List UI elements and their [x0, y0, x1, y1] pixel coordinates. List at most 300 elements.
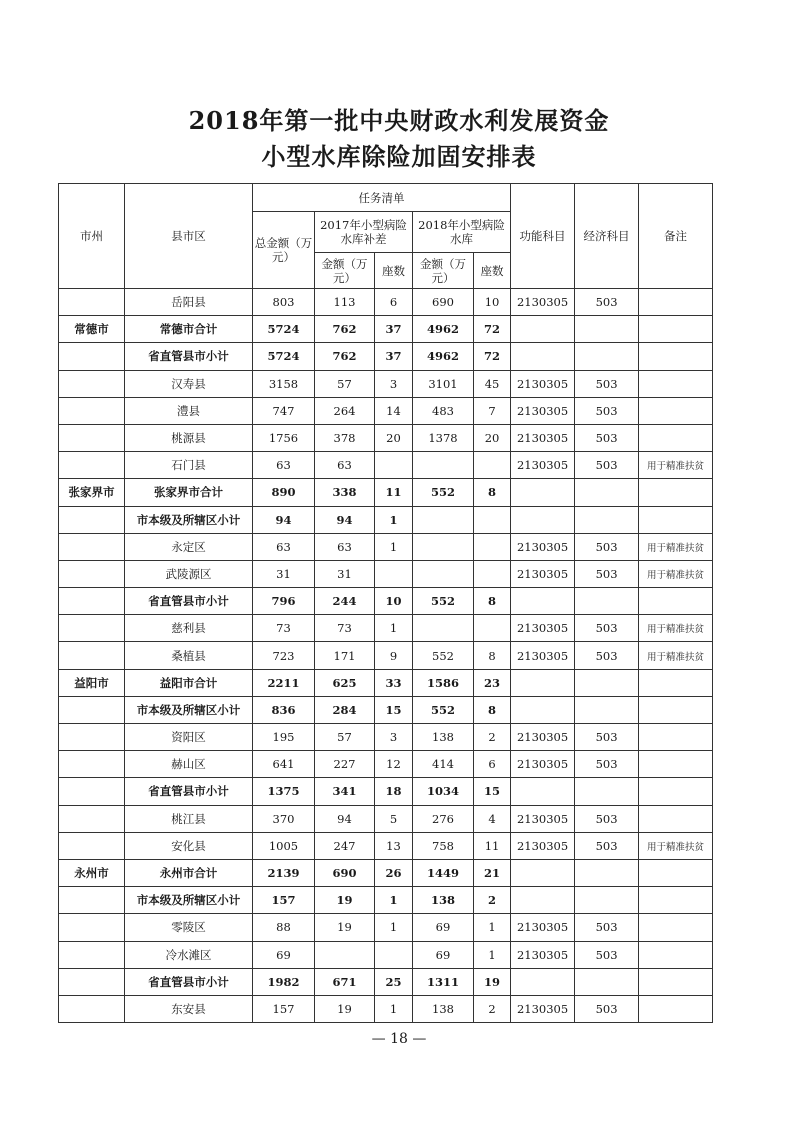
allocation-table	[58, 183, 713, 1023]
cell-func-subject: 2130305	[511, 805, 575, 832]
cell-amount-2018: 1449	[413, 859, 474, 886]
cell-func-subject	[511, 479, 575, 506]
cell-econ-subject: 503	[575, 914, 639, 941]
cell-county: 永定区	[125, 533, 253, 560]
cell-amount-2017: 73	[315, 615, 375, 642]
table-row	[59, 642, 713, 669]
table-row	[59, 995, 713, 1022]
cell-amount-2017: 113	[315, 289, 375, 316]
cell-total: 370	[253, 805, 315, 832]
cell-county: 资阳区	[125, 724, 253, 751]
cell-county: 市本级及所辖区小计	[125, 887, 253, 914]
cell-func-subject	[511, 696, 575, 723]
cell-amount-2017: 19	[315, 995, 375, 1022]
cell-city	[59, 968, 125, 995]
cell-count-2018: 2	[474, 995, 511, 1022]
cell-total: 1756	[253, 424, 315, 451]
cell-count-2018: 21	[474, 859, 511, 886]
cell-county: 武陵源区	[125, 560, 253, 587]
cell-city	[59, 533, 125, 560]
cell-econ-subject: 503	[575, 370, 639, 397]
cell-amount-2017: 31	[315, 560, 375, 587]
cell-county: 永州市合计	[125, 859, 253, 886]
cell-amount-2018	[413, 533, 474, 560]
cell-note	[639, 506, 713, 533]
table-row	[59, 343, 713, 370]
cell-note	[639, 696, 713, 723]
table-row	[59, 914, 713, 941]
cell-count-2017: 1	[375, 506, 413, 533]
cell-note	[639, 914, 713, 941]
cell-econ-subject	[575, 968, 639, 995]
table-row	[59, 669, 713, 696]
cell-amount-2018	[413, 615, 474, 642]
cell-city	[59, 370, 125, 397]
table-row	[59, 887, 713, 914]
cell-func-subject: 2130305	[511, 533, 575, 560]
cell-total: 63	[253, 533, 315, 560]
header-city: 市州	[59, 184, 125, 289]
cell-amount-2018: 69	[413, 941, 474, 968]
cell-econ-subject: 503	[575, 424, 639, 451]
header-amount-2017: 金额（万元）	[315, 253, 375, 289]
cell-amount-2018: 276	[413, 805, 474, 832]
cell-amount-2018: 4962	[413, 343, 474, 370]
cell-amount-2017: 63	[315, 533, 375, 560]
cell-econ-subject	[575, 506, 639, 533]
cell-func-subject	[511, 343, 575, 370]
cell-count-2017: 12	[375, 751, 413, 778]
cell-func-subject: 2130305	[511, 370, 575, 397]
cell-amount-2017: 94	[315, 506, 375, 533]
cell-count-2018: 6	[474, 751, 511, 778]
cell-city	[59, 751, 125, 778]
cell-econ-subject: 503	[575, 560, 639, 587]
header-amount-2018: 金额（万元）	[413, 253, 474, 289]
table-row	[59, 968, 713, 995]
cell-func-subject: 2130305	[511, 642, 575, 669]
cell-amount-2017: 63	[315, 452, 375, 479]
cell-func-subject: 2130305	[511, 724, 575, 751]
cell-city	[59, 642, 125, 669]
cell-city	[59, 560, 125, 587]
cell-total: 5724	[253, 316, 315, 343]
cell-econ-subject: 503	[575, 642, 639, 669]
cell-note	[639, 995, 713, 1022]
cell-econ-subject	[575, 778, 639, 805]
cell-county: 市本级及所辖区小计	[125, 696, 253, 723]
cell-func-subject	[511, 588, 575, 615]
cell-note	[639, 588, 713, 615]
cell-city	[59, 832, 125, 859]
cell-count-2017: 15	[375, 696, 413, 723]
cell-note: 用于精准扶贫	[639, 452, 713, 479]
table-row	[59, 615, 713, 642]
cell-func-subject: 2130305	[511, 832, 575, 859]
header-total-amount: 总金额（万元）	[253, 212, 315, 289]
cell-note	[639, 751, 713, 778]
table-row	[59, 506, 713, 533]
cell-total: 3158	[253, 370, 315, 397]
table-row	[59, 533, 713, 560]
cell-note: 用于精准扶贫	[639, 533, 713, 560]
header-note: 备注	[639, 184, 713, 289]
cell-count-2018	[474, 560, 511, 587]
cell-total: 63	[253, 452, 315, 479]
cell-county: 桃源县	[125, 424, 253, 451]
cell-count-2017: 11	[375, 479, 413, 506]
cell-econ-subject: 503	[575, 832, 639, 859]
cell-econ-subject: 503	[575, 289, 639, 316]
cell-count-2018: 7	[474, 397, 511, 424]
cell-econ-subject	[575, 859, 639, 886]
cell-total: 157	[253, 995, 315, 1022]
cell-count-2018	[474, 615, 511, 642]
cell-total: 796	[253, 588, 315, 615]
cell-county: 东安县	[125, 995, 253, 1022]
cell-total: 195	[253, 724, 315, 751]
cell-amount-2017: 338	[315, 479, 375, 506]
cell-count-2017: 14	[375, 397, 413, 424]
table-row	[59, 805, 713, 832]
cell-note: 用于精准扶贫	[639, 615, 713, 642]
cell-total: 5724	[253, 343, 315, 370]
table-row	[59, 560, 713, 587]
cell-note: 用于精准扶贫	[639, 832, 713, 859]
cell-amount-2018: 552	[413, 696, 474, 723]
cell-count-2017: 1	[375, 615, 413, 642]
table-row	[59, 859, 713, 886]
cell-note	[639, 370, 713, 397]
cell-func-subject	[511, 859, 575, 886]
table-row	[59, 397, 713, 424]
cell-count-2018: 20	[474, 424, 511, 451]
cell-city	[59, 424, 125, 451]
cell-total: 2211	[253, 669, 315, 696]
table-row	[59, 751, 713, 778]
cell-func-subject: 2130305	[511, 995, 575, 1022]
cell-count-2018: 2	[474, 887, 511, 914]
cell-count-2018: 72	[474, 343, 511, 370]
table-body	[59, 289, 713, 1023]
cell-count-2017	[375, 452, 413, 479]
cell-note	[639, 397, 713, 424]
cell-note	[639, 343, 713, 370]
cell-count-2017: 37	[375, 343, 413, 370]
cell-note	[639, 479, 713, 506]
cell-amount-2018: 138	[413, 995, 474, 1022]
cell-func-subject	[511, 669, 575, 696]
cell-total: 2139	[253, 859, 315, 886]
cell-count-2018: 8	[474, 479, 511, 506]
cell-amount-2017: 625	[315, 669, 375, 696]
cell-func-subject: 2130305	[511, 289, 575, 316]
page-title-line2: 小型水库除险加固安排表	[261, 142, 537, 171]
page-number: — 18 —	[371, 1031, 427, 1047]
cell-amount-2018: 552	[413, 479, 474, 506]
cell-county: 省直管县市小计	[125, 968, 253, 995]
cell-amount-2017	[315, 941, 375, 968]
cell-note	[639, 724, 713, 751]
cell-city	[59, 805, 125, 832]
cell-econ-subject	[575, 696, 639, 723]
cell-total: 88	[253, 914, 315, 941]
cell-count-2017: 20	[375, 424, 413, 451]
cell-county: 省直管县市小计	[125, 343, 253, 370]
cell-count-2018: 1	[474, 914, 511, 941]
header-count-2017: 座数	[375, 253, 413, 289]
table-row	[59, 832, 713, 859]
header-func-subject: 功能科目	[511, 184, 575, 289]
cell-count-2017: 1	[375, 995, 413, 1022]
cell-econ-subject	[575, 479, 639, 506]
cell-count-2017: 13	[375, 832, 413, 859]
cell-amount-2018	[413, 452, 474, 479]
header-group-2017: 2017年小型病险水库补差	[315, 212, 413, 253]
cell-count-2017: 9	[375, 642, 413, 669]
cell-count-2018: 15	[474, 778, 511, 805]
cell-city	[59, 588, 125, 615]
cell-note	[639, 669, 713, 696]
cell-func-subject: 2130305	[511, 615, 575, 642]
cell-county: 桃江县	[125, 805, 253, 832]
cell-amount-2017: 264	[315, 397, 375, 424]
cell-count-2018: 23	[474, 669, 511, 696]
cell-amount-2018: 1586	[413, 669, 474, 696]
cell-note	[639, 805, 713, 832]
table-header	[59, 184, 713, 289]
cell-func-subject: 2130305	[511, 941, 575, 968]
cell-amount-2017: 247	[315, 832, 375, 859]
cell-amount-2018: 1378	[413, 424, 474, 451]
cell-city	[59, 778, 125, 805]
table-row	[59, 424, 713, 451]
cell-amount-2018: 414	[413, 751, 474, 778]
cell-city: 益阳市	[59, 669, 125, 696]
cell-count-2017: 18	[375, 778, 413, 805]
cell-amount-2017: 244	[315, 588, 375, 615]
cell-count-2017: 1	[375, 533, 413, 560]
cell-total: 1005	[253, 832, 315, 859]
cell-total: 73	[253, 615, 315, 642]
cell-econ-subject	[575, 588, 639, 615]
cell-func-subject: 2130305	[511, 452, 575, 479]
cell-count-2018: 1	[474, 941, 511, 968]
table-row	[59, 778, 713, 805]
cell-amount-2018: 758	[413, 832, 474, 859]
table-row	[59, 696, 713, 723]
cell-city	[59, 343, 125, 370]
cell-county: 汉寿县	[125, 370, 253, 397]
cell-city	[59, 995, 125, 1022]
cell-county: 岳阳县	[125, 289, 253, 316]
cell-econ-subject	[575, 316, 639, 343]
cell-city	[59, 397, 125, 424]
cell-amount-2018: 483	[413, 397, 474, 424]
cell-count-2018: 11	[474, 832, 511, 859]
cell-amount-2018: 69	[413, 914, 474, 941]
cell-note: 用于精准扶贫	[639, 560, 713, 587]
cell-count-2017: 26	[375, 859, 413, 886]
cell-count-2017: 3	[375, 724, 413, 751]
cell-county: 赫山区	[125, 751, 253, 778]
cell-count-2018: 19	[474, 968, 511, 995]
cell-count-2017: 1	[375, 914, 413, 941]
cell-note	[639, 778, 713, 805]
cell-amount-2018	[413, 506, 474, 533]
cell-count-2017: 5	[375, 805, 413, 832]
cell-count-2018: 8	[474, 696, 511, 723]
cell-amount-2018: 4962	[413, 316, 474, 343]
cell-note	[639, 316, 713, 343]
cell-func-subject: 2130305	[511, 560, 575, 587]
table-row	[59, 316, 713, 343]
header-task-list: 任务清单	[253, 184, 511, 212]
cell-county: 慈利县	[125, 615, 253, 642]
cell-econ-subject: 503	[575, 452, 639, 479]
cell-total: 94	[253, 506, 315, 533]
cell-econ-subject: 503	[575, 615, 639, 642]
cell-city: 常德市	[59, 316, 125, 343]
cell-amount-2018: 1311	[413, 968, 474, 995]
header-count-2018: 座数	[474, 253, 511, 289]
cell-amount-2018: 1034	[413, 778, 474, 805]
cell-amount-2017: 284	[315, 696, 375, 723]
cell-func-subject	[511, 316, 575, 343]
cell-amount-2018: 552	[413, 642, 474, 669]
cell-econ-subject	[575, 343, 639, 370]
cell-amount-2018: 138	[413, 724, 474, 751]
cell-total: 31	[253, 560, 315, 587]
cell-county: 常德市合计	[125, 316, 253, 343]
cell-amount-2018: 690	[413, 289, 474, 316]
cell-total: 890	[253, 479, 315, 506]
cell-city: 永州市	[59, 859, 125, 886]
cell-amount-2017: 19	[315, 887, 375, 914]
cell-note	[639, 968, 713, 995]
cell-note	[639, 941, 713, 968]
header-group-2018: 2018年小型病险水库	[413, 212, 511, 253]
cell-county: 冷水滩区	[125, 941, 253, 968]
cell-amount-2017: 57	[315, 370, 375, 397]
cell-amount-2017: 762	[315, 343, 375, 370]
cell-amount-2017: 227	[315, 751, 375, 778]
cell-county: 零陵区	[125, 914, 253, 941]
table-row	[59, 370, 713, 397]
cell-count-2017: 6	[375, 289, 413, 316]
cell-city	[59, 696, 125, 723]
cell-econ-subject: 503	[575, 533, 639, 560]
cell-amount-2018: 3101	[413, 370, 474, 397]
cell-amount-2017: 671	[315, 968, 375, 995]
cell-total: 836	[253, 696, 315, 723]
cell-count-2017: 1	[375, 887, 413, 914]
cell-county: 市本级及所辖区小计	[125, 506, 253, 533]
cell-amount-2017: 378	[315, 424, 375, 451]
cell-count-2018	[474, 452, 511, 479]
cell-amount-2017: 94	[315, 805, 375, 832]
cell-count-2017	[375, 941, 413, 968]
cell-func-subject: 2130305	[511, 751, 575, 778]
cell-func-subject: 2130305	[511, 914, 575, 941]
cell-count-2017: 37	[375, 316, 413, 343]
cell-econ-subject: 503	[575, 397, 639, 424]
cell-county: 省直管县市小计	[125, 778, 253, 805]
cell-econ-subject: 503	[575, 751, 639, 778]
page-title-line1: 2018年第一批中央财政水利发展资金	[188, 106, 610, 135]
cell-total: 69	[253, 941, 315, 968]
header-econ-subject: 经济科目	[575, 184, 639, 289]
cell-econ-subject	[575, 887, 639, 914]
cell-total: 803	[253, 289, 315, 316]
cell-city	[59, 289, 125, 316]
cell-econ-subject: 503	[575, 941, 639, 968]
cell-amount-2018: 552	[413, 588, 474, 615]
table-row	[59, 452, 713, 479]
cell-city	[59, 506, 125, 533]
cell-amount-2017: 19	[315, 914, 375, 941]
cell-amount-2018: 138	[413, 887, 474, 914]
cell-city	[59, 887, 125, 914]
cell-total: 747	[253, 397, 315, 424]
cell-count-2018	[474, 506, 511, 533]
table-row	[59, 479, 713, 506]
cell-count-2017: 10	[375, 588, 413, 615]
cell-total: 723	[253, 642, 315, 669]
cell-count-2018: 4	[474, 805, 511, 832]
cell-amount-2017: 171	[315, 642, 375, 669]
table-row	[59, 724, 713, 751]
cell-count-2018: 10	[474, 289, 511, 316]
table-row	[59, 289, 713, 316]
cell-func-subject	[511, 506, 575, 533]
cell-note: 用于精准扶贫	[639, 642, 713, 669]
cell-func-subject	[511, 778, 575, 805]
cell-county: 石门县	[125, 452, 253, 479]
cell-city	[59, 452, 125, 479]
cell-county: 安化县	[125, 832, 253, 859]
cell-total: 641	[253, 751, 315, 778]
cell-econ-subject: 503	[575, 805, 639, 832]
cell-count-2018: 45	[474, 370, 511, 397]
cell-count-2017: 33	[375, 669, 413, 696]
cell-econ-subject: 503	[575, 995, 639, 1022]
cell-note	[639, 289, 713, 316]
cell-city	[59, 724, 125, 751]
cell-county: 张家界市合计	[125, 479, 253, 506]
cell-county: 益阳市合计	[125, 669, 253, 696]
cell-count-2017: 25	[375, 968, 413, 995]
cell-amount-2017: 57	[315, 724, 375, 751]
table-row	[59, 941, 713, 968]
cell-note	[639, 859, 713, 886]
cell-count-2018: 2	[474, 724, 511, 751]
cell-county: 桑植县	[125, 642, 253, 669]
cell-city	[59, 914, 125, 941]
cell-amount-2017: 690	[315, 859, 375, 886]
cell-total: 1982	[253, 968, 315, 995]
cell-func-subject: 2130305	[511, 397, 575, 424]
cell-amount-2017: 341	[315, 778, 375, 805]
cell-note	[639, 887, 713, 914]
cell-econ-subject	[575, 669, 639, 696]
cell-count-2018: 72	[474, 316, 511, 343]
cell-count-2018	[474, 533, 511, 560]
cell-econ-subject: 503	[575, 724, 639, 751]
cell-count-2018: 8	[474, 588, 511, 615]
cell-count-2018: 8	[474, 642, 511, 669]
cell-amount-2018	[413, 560, 474, 587]
